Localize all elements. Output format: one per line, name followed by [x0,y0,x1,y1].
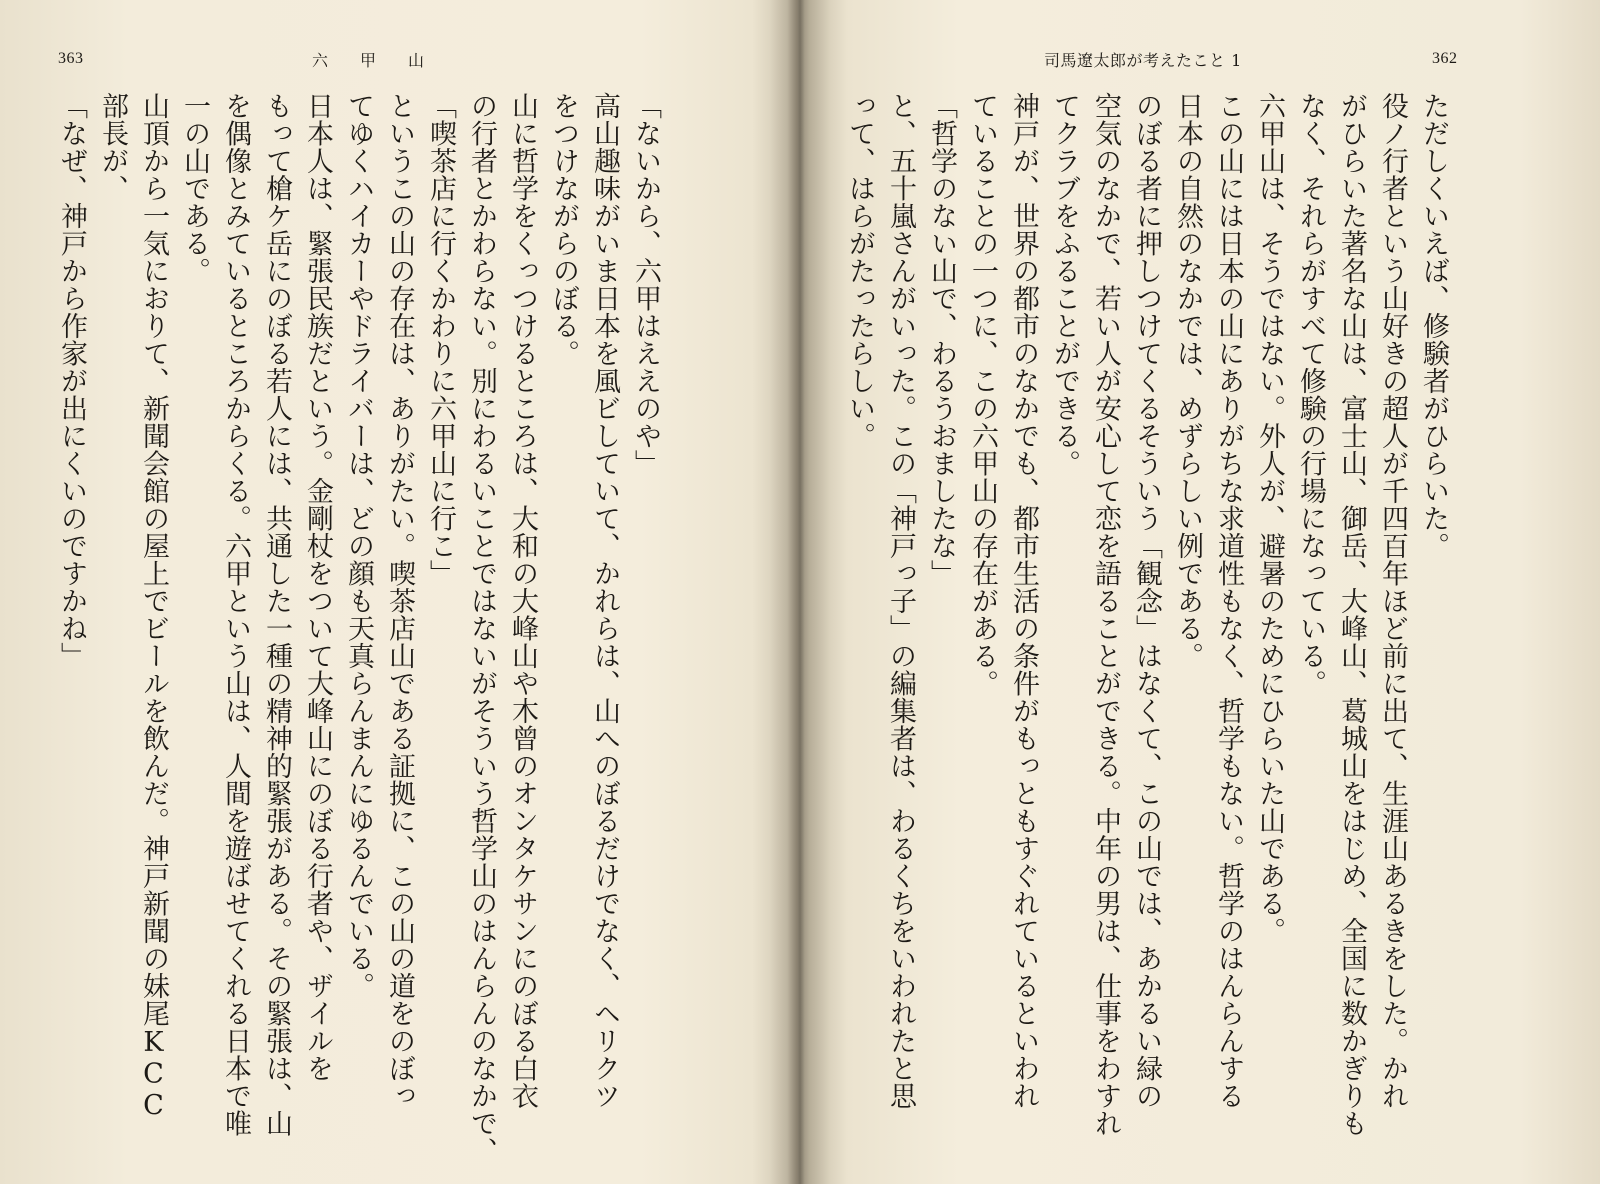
text-line: というこの山の存在は、ありがたい。喫茶店山である証拠に、この山の道をのぼっ [384,92,415,1110]
right-body-text [839,92,1454,1152]
text-line: 「なぜ、神戸から作家が出にくいのですかね」 [56,92,87,670]
text-line: もって槍ケ岳にのぼる若人には、共通した一種の精神的緊張がある。その緊張は、山 [261,92,292,1137]
left-body-text [51,92,666,1165]
text-line: 「哲学のない山で、わるうおましたな」 [926,92,957,587]
text-line: この山には日本の山にありがちな求道性もなく、哲学もない。哲学のはんらんする [1213,92,1244,1110]
text-line: 神戸が、世界の都市のなかでも、都市生活の条件がもっともすぐれているといわれ [1008,92,1039,1110]
text-line: のぼる者に押しつけてくるそういう「観念」はなくて、この山では、あかるい緑の [1131,92,1162,1110]
text-line: ていることの一つに、この六甲山の存在がある。 [967,92,998,697]
text-line: を偶像とみているところからくる。六甲という山は、人間を遊ばせてくれる日本で唯 [220,92,251,1137]
left-running-head: 六甲山 [312,51,457,70]
text-line: の行者とかわらない。別にわるいことではないがそういう哲学山のはんらんのなかで、 [466,92,497,1165]
text-line: なく、それらがすべて修験の行場になっている。 [1295,92,1326,697]
text-line: てゆくハイカーやドライバーは、どの顔も天真らんまんにゆるんでいる。 [343,92,374,1000]
right-running-head: 司馬遼太郎が考えたこと 1 [1044,51,1242,70]
right-page [800,0,1600,1184]
left-page [0,0,790,1184]
left-page-number: 363 [58,50,84,67]
text-line: 空気のなかで、若い人が安心して恋を語ることができる。中年の男は、仕事をわすれ [1090,92,1121,1137]
text-line: 日本の自然のなかでは、めずらしい例である。 [1172,92,1203,670]
text-line: ただしくいえば、修験者がひらいた。 [1418,92,1449,560]
text-line: 役ノ行者という山好きの超人が千四百年ほど前に出て、生涯山あるきをした。かれ [1377,92,1408,1110]
text-line: 六甲山は、そうではない。外人が、避暑のためにひらいた山である。 [1254,92,1285,945]
right-page-number: 362 [1432,50,1458,67]
text-line: 山頂から一気におりて、新聞会館の屋上でビールを飲んだ。神戸新聞の妹尾KCC [138,92,169,1122]
text-line: 日本人は、緊張民族だという。金剛杖をついて大峰山にのぼる行者や、ザイルを [302,92,333,1082]
text-line: って、はらがたったらしい。 [844,92,875,450]
text-line: と、五十嵐さんがいった。この「神戸っ子」の編集者は、わるくちをいわれたと思 [885,92,916,1110]
text-line: をつけながらのぼる。 [548,92,579,367]
text-line: 部長が、 [97,92,128,202]
text-line: 「喫茶店に行くかわりに六甲山に行こ」 [425,92,456,587]
text-line: てクラブをふることができる。 [1049,92,1080,477]
text-line: がひらいた著名な山は、富士山、御岳、大峰山、葛城山をはじめ、全国に数かぎりも [1336,92,1367,1137]
text-line: 「ないから、六甲はええのや」 [630,92,661,477]
text-line: 一の山である。 [179,92,210,285]
text-line: 山に哲学をくっつけるところは、大和の大峰山や木曾のオンタケサンにのぼる白衣 [507,92,538,1110]
text-line: 高山趣味がいま日本を風ビしていて、かれらは、山へのぼるだけでなく、ヘリクツ [589,92,620,1110]
